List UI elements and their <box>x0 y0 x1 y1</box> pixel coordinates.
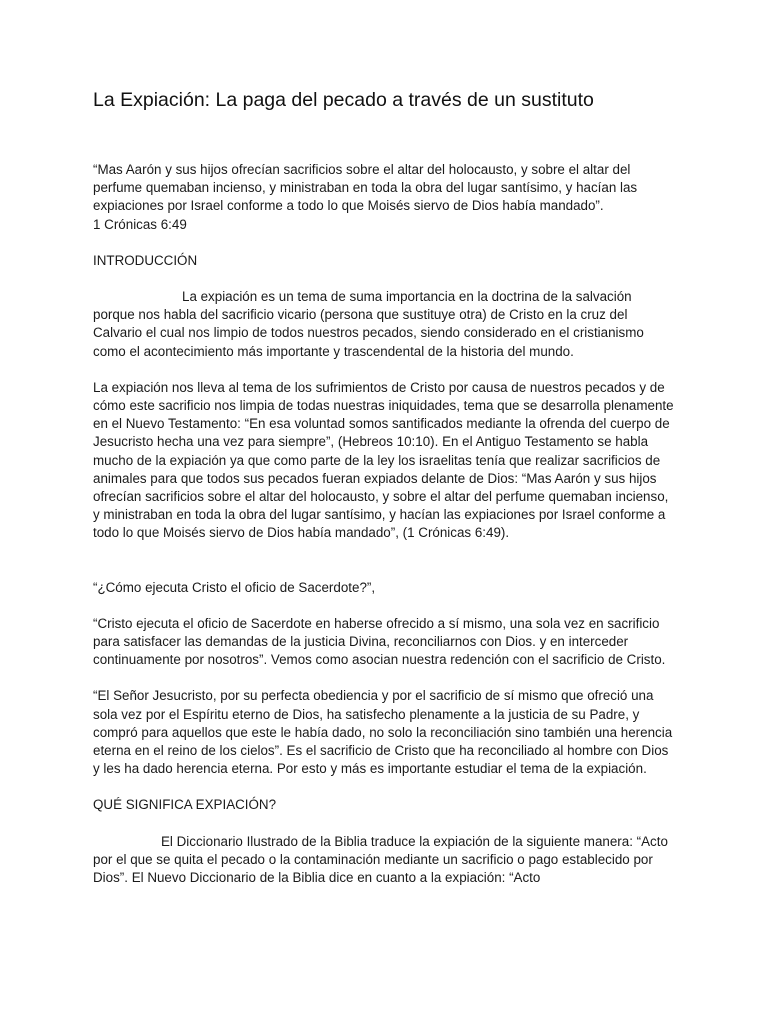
heading-que-significa: QUÉ SIGNIFICA EXPIACIÓN? <box>93 797 277 813</box>
spacer <box>93 778 675 796</box>
heading-introduccion: INTRODUCCIÓN <box>93 252 198 268</box>
spacer <box>93 815 675 833</box>
spacer <box>93 234 675 252</box>
intro-paragraph-1: La expiación es un tema de suma importancia en la doctrina de la salvación porque nos habla del sacrificio vicario (persona que sustituye otra) de Cristo en la cruz del Calvario el cual nos limpio de todos nuestros pecados, siendo considerado en el cristianismo como el acontecimiento más importante y trascendental de la historia del mundo. <box>93 289 644 359</box>
spacer <box>93 270 675 288</box>
question-paragraph: “¿Cómo ejecuta Cristo el oficio de Sacerdote?”, <box>93 579 376 595</box>
document-page <box>93 87 675 887</box>
meaning-paragraph: El Diccionario Ilustrado de la Biblia traduce la expiación de la siguiente manera: “Acto por el que se quita el pecado o la contaminación mediante un sacrificio o pago establecido por Dios”. El Nuevo Diccionario de la Biblia dice en cuanto a la expiación: “Acto <box>93 833 668 886</box>
answer-paragraph: “Cristo ejecuta el oficio de Sacerdote en haberse ofrecido a sí mismo, una sola vez en sacrificio para satisfacer las demandas de la justicia Divina, reconciliarnos con Dios. y en interceder continuamente por nosotros”. Vemos como asocian nuestra redención con el sacrificio de Cristo. <box>93 615 666 668</box>
spacer <box>93 543 675 579</box>
spacer <box>93 597 675 615</box>
spacer <box>93 669 675 687</box>
epigraph-quote: “Mas Aarón y sus hijos ofrecían sacrificios sobre el altar del holocausto, y sobre el altar del perfume quemaban incienso, y ministraban en toda la obra del lugar santísimo, y hacían las expiaciones por Israel conforme a todo lo que Moisés siervo de Dios había mandado”. 1 Crónicas 6:49 <box>93 162 638 232</box>
confession-paragraph: “El Señor Jesucristo, por su perfecta obediencia y por el sacrificio de sí mismo que ofreció una sola vez por el Espíritu eterno de Dios, ha satisfecho plenamente a la justicia de su Padre, y compró para aquellos que este le había dado, no solo la reconciliación sino también una herencia eterna en el reino de los cielos”. Es el sacrificio de Cristo que ha reconciliado al hombre con Dios y les ha dado herencia eterna. Por esto y más es importante estudiar el tema de la expiación. <box>93 688 673 777</box>
intro-paragraph-2: La expiación nos lleva al tema de los sufrimientos de Cristo por causa de nuestros pecados y de cómo este sacrificio nos limpia de todas nuestras iniquidades, tema que se desarrolla plenamente en el Nuevo Testamento: “En esa voluntad somos santificados mediante la ofrenda del cuerpo de Jesucristo hecha una vez para siempre”, (Hebreos 10:10). En el Antiguo Testamento se habla mucho de la expiación ya que como parte de la ley los israelitas tenía que realizar sacrificios de animales para que todos sus pecados fueran expiados delante de Dios: “Mas Aarón y sus hijos ofrecían sacrificios sobre el altar del holocausto, y sobre el altar del perfume quemaban incienso, y ministraban en toda la obra del lugar santísimo, y hacían las expiaciones por Israel conforme a todo lo que Moisés siervo de Dios había mandado”, (1 Crónicas 6:49). <box>93 379 674 541</box>
document-title: La Expiación: La paga del pecado a través de un sustituto <box>93 89 594 111</box>
spacer <box>93 361 675 379</box>
spacer <box>93 113 675 161</box>
